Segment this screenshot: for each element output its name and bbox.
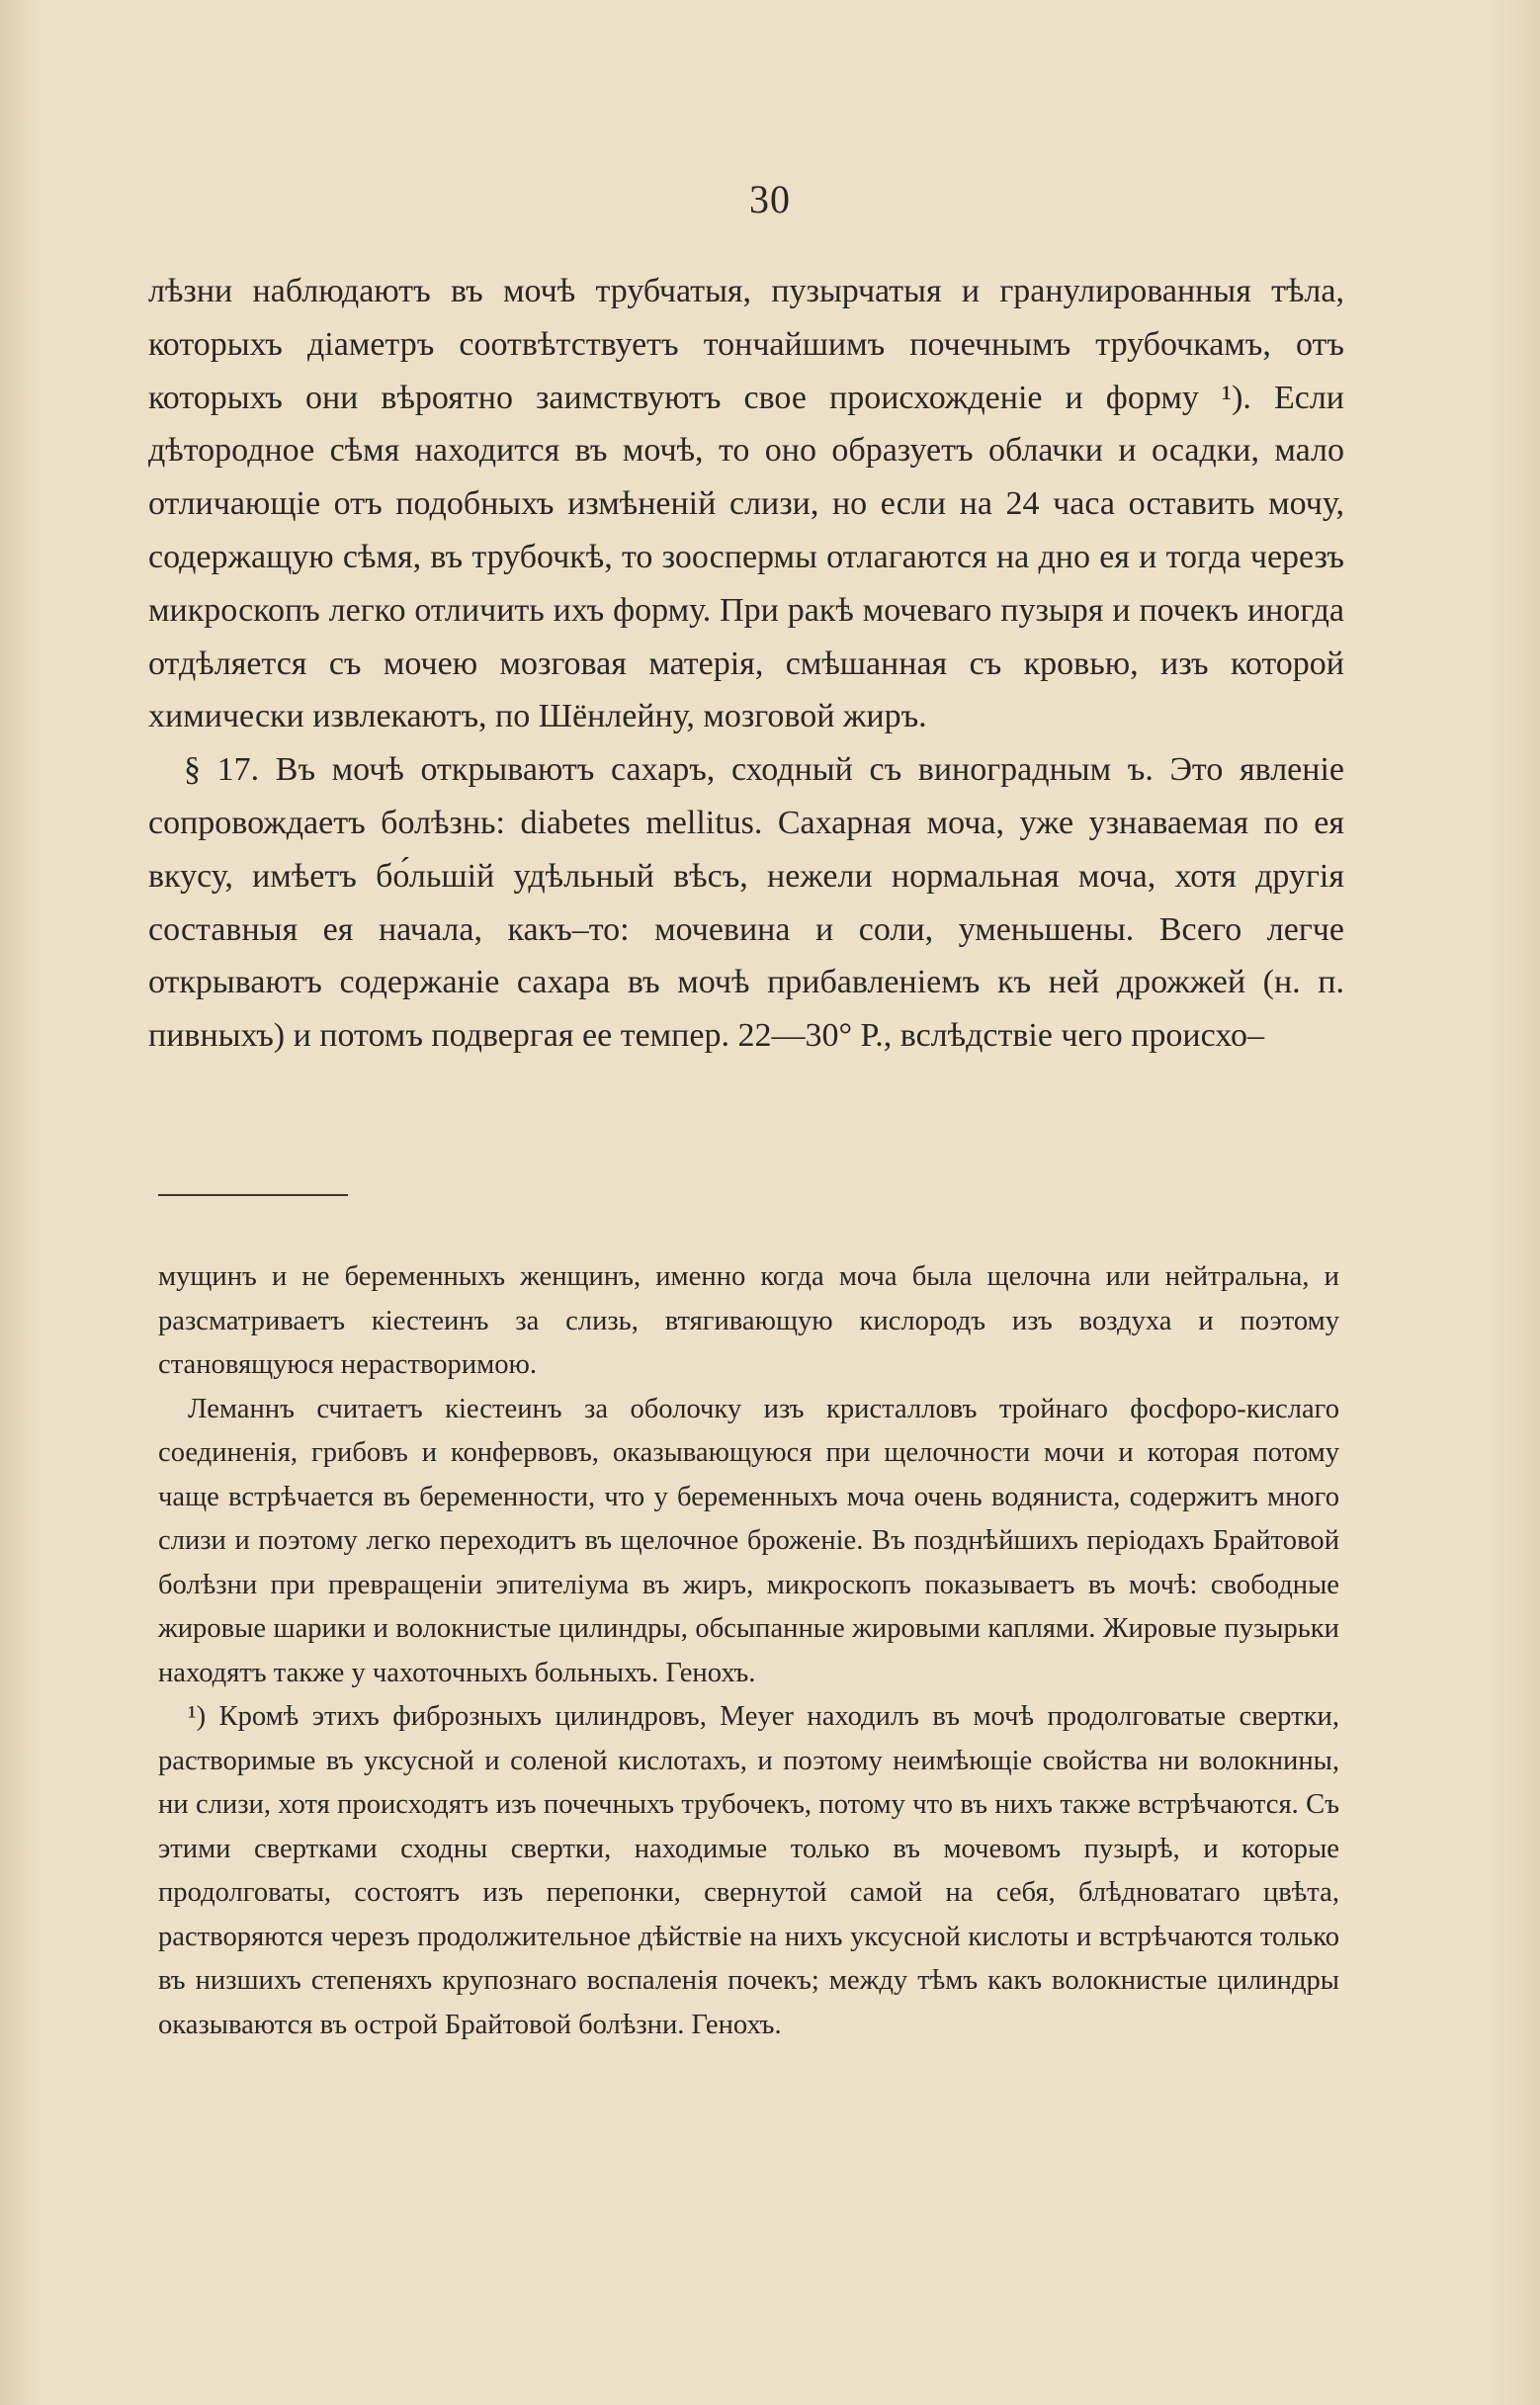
footnote-divider [158, 1194, 348, 1196]
page-number: 30 [749, 177, 791, 221]
footnote-paragraph-1: мущинъ и не беременныхъ женщинъ, именно когда моча была щелочна или нейтральна, и разсматриваетъ кіестеинъ за слизь, втягивающую кислородъ изъ воздуха и поэтому становящуюся нерастворимою. [158, 1261, 1339, 1380]
footnote-paragraph-3: ¹) Кромѣ этихъ фиброзныхъ цилиндровъ, Meyer находилъ въ мочѣ продолговатые свертки, растворимые въ уксусной и соленой кислотахъ, и поэтому неимѣющіе свойства ни волокнины, ни слизи, хотя происходятъ изъ почечныхъ трубочекъ, потому что въ нихъ также встрѣчаются. Съ этими свертками сходны свертки, находимые только въ мочевомъ пузырѣ, и которые продолговаты, состоятъ изъ перепонки, свернутой самой на себя, блѣдноватаго цвѣта, растворяются черезъ продолжительное дѣйствіе на нихъ уксусной кислоты и встрѣчаются только въ низшихъ степеняхъ крупознаго воспаленія почекъ; между тѣмъ какъ волокнистые цилиндры оказываются въ острой Брайтовой болѣзни. Генохъ. [158, 1701, 1339, 2040]
main-paragraph-1: лѣзни наблюдаютъ въ мочѣ трубчатыя, пузырчатыя и гранулированныя тѣла, которыхъ діаметръ соотвѣтствуетъ тончайшимъ почечнымъ трубочкамъ, отъ которыхъ они вѣроятно заимствуютъ свое происхожденіе и форму ¹). Если дѣтородное сѣмя находится въ мочѣ, то оно образуетъ облачки и осадки, мало отличающіе отъ подобныхъ измѣненій слизи, но если на 24 часа оставить мочу, содержащую сѣмя, въ трубочкѣ, то зооспермы отлагаются на дно ея и тогда черезъ микроскопъ легко отличить ихъ форму. При ракѣ мочеваго пузыря и почекъ иногда отдѣляется съ мочею мозговая матерія, смѣшанная съ кровью, изъ которой химически извлекаютъ, по Шёнлейну, мозговой жиръ. [148, 273, 1344, 735]
main-text [148, 265, 1344, 1063]
footnote-paragraph-2: Леманнъ считаетъ кіестеинъ за оболочку изъ кристалловъ тройнаго фосфоро-кислаго соединенія, грибовъ и конфервовъ, оказывающуюся при щелочности мочи и которая потому чаще встрѣчается въ беременности, что у беременныхъ моча очень водяниста, содержитъ много слизи и поэтому легко переходитъ въ щелочное броженіе. Въ позднѣйшихъ періодахъ Брайтовой болѣзни при превращеніи эпителіума въ жиръ, микроскопъ показываетъ въ мочѣ: свободные жировые шарики и волокнистые цилиндры, обсыпанные жировыми каплями. Жировые пузырьки находятъ также у чахоточныхъ больныхъ. Генохъ. [158, 1393, 1339, 1688]
main-paragraph-2: § 17. Въ мочѣ открываютъ сахаръ, сходный съ виноградным ъ. Это явленіе сопровождаетъ болѣзнь: diabetes mellitus. Сахарная моча, уже узнаваемая по ея вкусу, имѣетъ бо́льшій удѣльный вѣсъ, нежели нормальная моча, хотя другія составныя ея начала, какъ–то: мочевина и соли, уменьшены. Всего легче открываютъ содержаніе сахара въ мочѣ прибавленіемъ къ ней дрожжей (н. п. пивныхъ) и потомъ подвергая ее темпер. 22—30° Р., вслѣдствіе чего происхо– [148, 751, 1344, 1055]
footnotes [158, 1255, 1339, 2047]
